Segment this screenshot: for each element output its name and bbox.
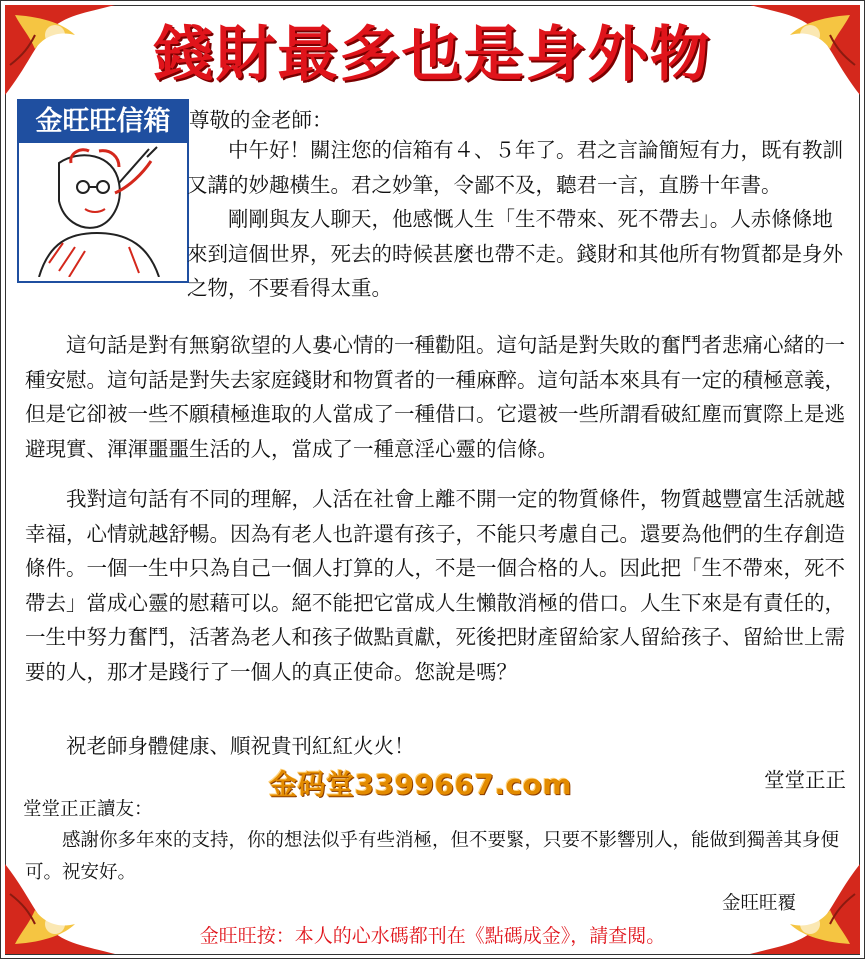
reply-paragraph: 感謝你多年來的支持，你的想法似乎有些消極，但不要緊，只要不影響別人，能做到獨善其身便可。祝安好。 — [25, 830, 840, 883]
reply-greeting: 堂堂正正讀友： — [23, 799, 153, 820]
reply-body — [25, 825, 855, 889]
closing: 祝老師身體健康、順祝貴刊紅紅火火！ — [66, 734, 415, 758]
column-name: 金旺旺信箱 — [19, 101, 187, 143]
paragraph: 中午好！關注您的信箱有４、５年了。君之言論簡短有力，既有教訓又講的妙趣橫生。君之妙筆，令鄙不及，聽君一言，直勝十年書。 — [187, 138, 843, 197]
column-logo — [17, 99, 189, 283]
paragraph: 我對這句話有不同的理解，人活在社會上離不開一定的物質條件，物質越豐富生活就越幸福，心情就越舒暢。因為有老人也許還有孩子，不能只考慮自己。還要為他們的生存創造條件。一個一生中只為自己一個人打算的人，不是一個合格的人。因此把「生不帶來，死不帶去」當成心靈的慰藉可以。絕不能把它當成人生懶散消極的借口。人生下來是有責任的，一生中努力奮鬥，活著為老人和孩子做點貢獻，死後把財產留給家人留給孩子、留給世上需要的人，那才是踐行了一個人的真正使命。您說是嗎？ — [25, 487, 845, 684]
letter-greeting: 尊敬的金老師： — [189, 108, 333, 132]
letter-closing — [25, 729, 855, 764]
letter-mid-paragraph — [25, 328, 855, 466]
watermark: 金码堂3399667.com — [269, 768, 573, 801]
reply-signer: 金旺旺覆 — [721, 893, 796, 914]
columnist-portrait-icon — [19, 143, 183, 277]
paragraph: 剛剛與友人聊天，他感慨人生「生不帶來、死不帶去」。人赤條條地來到這個世界，死去的時候甚麼也帶不走。錢財和其他所有物質都是身外之物，不要看得太重。 — [187, 207, 843, 300]
letter-long-paragraph — [25, 482, 855, 689]
letter-top-paragraphs — [187, 133, 853, 306]
footer-note: 金旺旺按：本人的心水碼都刊在《點碼成金》，請查閱。 — [199, 925, 666, 947]
letter-signer: 堂堂正正 — [764, 768, 846, 792]
headline: 錢財最多也是身外物 — [153, 20, 712, 90]
paragraph: 這句話是對有無窮欲望的人婁心情的一種勸阻。這句話是對失敗的奮鬥者悲痛心緒的一種安慰。這句話是對失去家庭錢財和物質者的一種麻醉。這句話本來具有一定的積極意義，但是它卻被一些不願積極進取的人當成了一種借口。它還被一些所謂看破紅塵而實際上是逃避現實、渾渾噩噩生活的人，當成了一種意淫心靈的信條。 — [25, 333, 845, 461]
